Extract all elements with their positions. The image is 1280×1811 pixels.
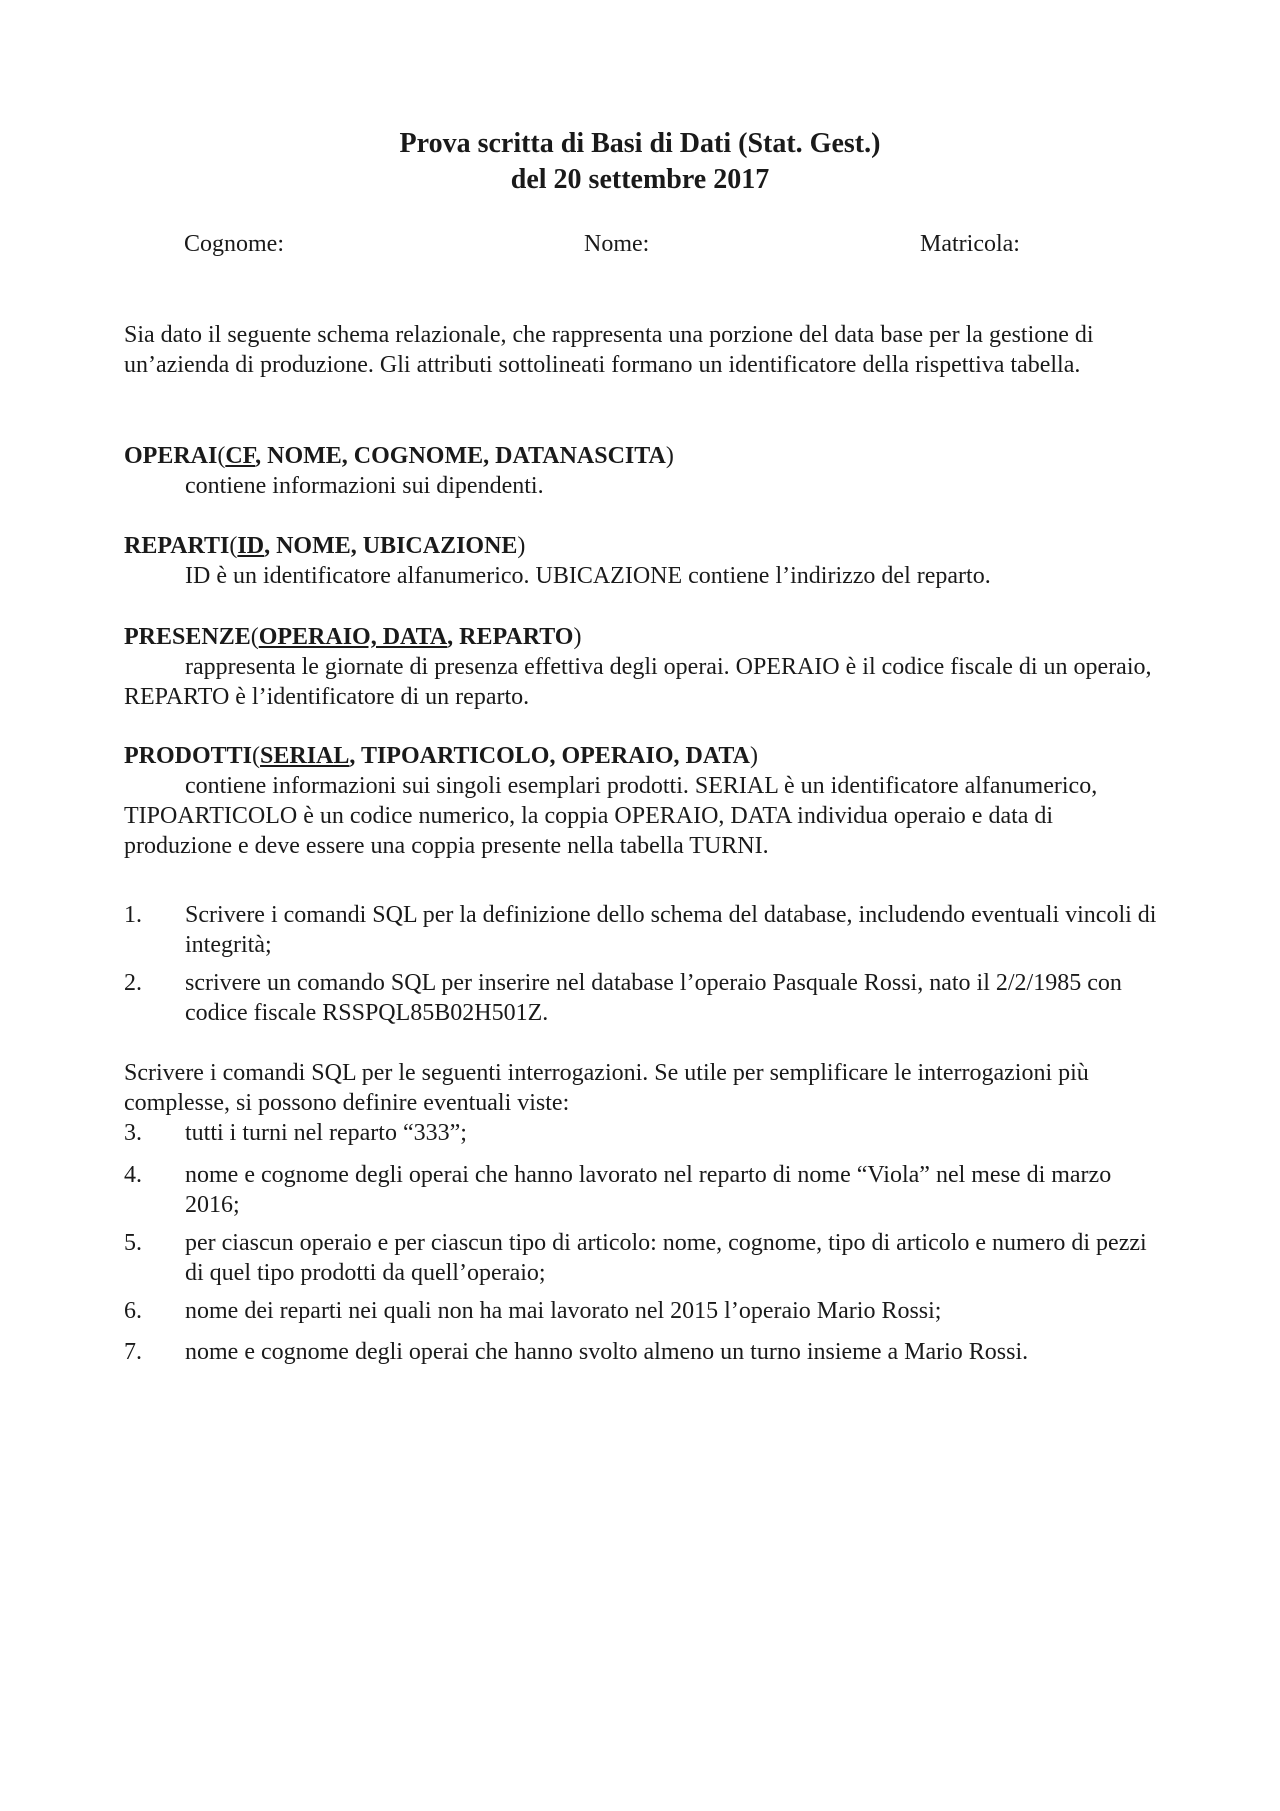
- query-number: 4.: [124, 1162, 142, 1188]
- query-item: [124, 1337, 1164, 1367]
- schema-presenze-description: rappresenta le giornate di presenza effettiva degli operai. OPERAIO è il codice fiscale di un operaio, REPARTO è l’identificatore di un reparto.: [124, 654, 1152, 710]
- table-name: OPERAI: [124, 443, 218, 469]
- query-number: 6.: [124, 1298, 142, 1324]
- query-text: nome e cognome degli operai che hanno svolto almeno un turno insieme a Mario Rossi.: [185, 1339, 1029, 1365]
- task-number: 2.: [124, 970, 142, 996]
- cognome-label: Cognome:: [184, 231, 284, 257]
- table-attributes: , NOME, UBICAZIONE: [264, 533, 518, 559]
- matricola-label: Matricola:: [920, 231, 1020, 257]
- nome-label: Nome:: [584, 231, 650, 257]
- table-name: REPARTI: [124, 533, 230, 559]
- query-item: [124, 1118, 1164, 1148]
- query-number: 7.: [124, 1339, 142, 1365]
- schema-operai: OPERAI(CF, NOME, COGNOME, DATANASCITA): [124, 443, 674, 469]
- table-attributes: , REPARTO: [447, 624, 574, 650]
- table-name: PRODOTTI: [124, 743, 253, 769]
- task-number: 1.: [124, 902, 142, 928]
- task-text: scrivere un comando SQL per inserire nel database l’operaio Pasquale Rossi, nato il 2/2/1985 con codice fiscale RSSPQL85B02H501Z.: [185, 970, 1122, 1026]
- primary-key: SERIAL: [260, 743, 350, 769]
- table-attributes: , NOME, COGNOME, DATANASCITA: [255, 443, 666, 469]
- intro-paragraph: Sia dato il seguente schema relazionale, che rappresenta una porzione del data base per la gestione di un’azienda di produzione. Gli attributi sottolineati formano un identificatore della rispettiva tabella.: [124, 322, 1094, 378]
- table-attributes: , TIPOARTICOLO, OPERAIO, DATA: [349, 743, 750, 769]
- query-text: nome dei reparti nei quali non ha mai lavorato nel 2015 l’operaio Mario Rossi;: [185, 1298, 942, 1324]
- exam-title: Prova scritta di Basi di Dati (Stat. Gest.): [399, 128, 881, 159]
- task-text: Scrivere i comandi SQL per la definizione dello schema del database, includendo eventuali vincoli di integrità;: [185, 902, 1157, 958]
- query-text: nome e cognome degli operai che hanno lavorato nel reparto di nome “Viola” nel mese di marzo 2016;: [185, 1162, 1112, 1218]
- schema-presenze: PRESENZE(OPERAIO, DATA, REPARTO): [124, 624, 582, 650]
- schema-prodotti: PRODOTTI(SERIAL, TIPOARTICOLO, OPERAIO, DATA): [124, 743, 758, 769]
- query-text: per ciascun operaio e per ciascun tipo di articolo: nome, cognome, tipo di articolo e numero di pezzi di quel tipo prodotti da quell’operaio;: [185, 1230, 1147, 1286]
- exam-date: del 20 settembre 2017: [510, 164, 770, 195]
- task-item: [124, 900, 1164, 960]
- query-number: 5.: [124, 1230, 142, 1256]
- query-item: [124, 1160, 1164, 1220]
- query-text: tutti i turni nel reparto “333”;: [185, 1120, 467, 1146]
- query-item: [124, 1228, 1164, 1288]
- table-name: PRESENZE: [124, 624, 251, 650]
- primary-key: OPERAIO, DATA: [258, 624, 448, 650]
- queries-intro: Scrivere i comandi SQL per le seguenti interrogazioni. Se utile per semplificare le interrogazioni più complesse, si possono definire eventuali viste:: [124, 1060, 1089, 1116]
- primary-key: CF: [225, 443, 256, 469]
- schema-reparti-description: ID è un identificatore alfanumerico. UBICAZIONE contiene l’indirizzo del reparto.: [185, 563, 991, 589]
- schema-operai-description: contiene informazioni sui dipendenti.: [185, 473, 544, 499]
- schema-prodotti-description: contiene informazioni sui singoli esemplari prodotti. SERIAL è un identificatore alfanumerico, TIPOARTICOLO è un codice numerico, la coppia OPERAIO, DATA individua operaio e data di produzione e deve essere una coppia presente nella tabella TURNI.: [124, 773, 1098, 859]
- schema-reparti: REPARTI(ID, NOME, UBICAZIONE): [124, 533, 526, 559]
- task-item: [124, 968, 1164, 1028]
- query-item: [124, 1296, 1164, 1326]
- query-number: 3.: [124, 1120, 142, 1146]
- primary-key: ID: [237, 533, 265, 559]
